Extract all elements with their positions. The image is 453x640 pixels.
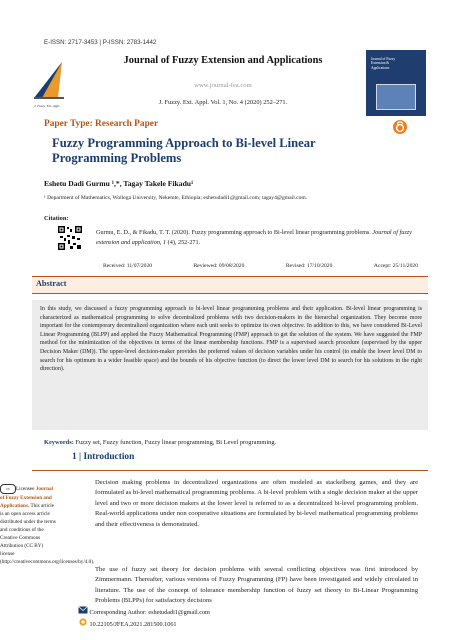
logo-caption: J. Fuzzy. Ext. Appl. bbox=[34, 104, 61, 108]
cover-graphic bbox=[376, 84, 416, 110]
journal-url[interactable]: www.journal-fea.com bbox=[194, 82, 252, 89]
cover-text: Journal of Fuzzy Extension & Applications bbox=[371, 57, 396, 70]
doi-text[interactable]: 10.22105/JFEA.2021.281500.1061 bbox=[89, 621, 177, 628]
keywords-list: Fuzzy set, Fuzzy function, Fuzzy linear programming, Bi Level programming. bbox=[73, 439, 277, 446]
abstract-header-bar bbox=[32, 276, 428, 294]
citation-line-2-post: (4), 252-271. bbox=[166, 239, 201, 246]
dates-row bbox=[103, 263, 418, 269]
citation-label: Citation: bbox=[44, 215, 69, 222]
paper-title bbox=[52, 136, 352, 166]
open-access-icon bbox=[393, 120, 407, 134]
date-accept: Accept: 25/11/2020 bbox=[373, 263, 418, 269]
citation-journal: Journal of fuzzy extension and application, 1 bbox=[96, 229, 412, 246]
date-revised: Revised: 17/10/2020 bbox=[285, 263, 333, 269]
paper-title-line-2: Programming Problems bbox=[52, 151, 182, 165]
doi-link-icon bbox=[78, 618, 88, 626]
creative-commons-icon[interactable]: cc bbox=[0, 484, 16, 494]
journal-reference: J. Fuzzy. Ext. Appl. Vol. 1, No. 4 (2020) 252–271. bbox=[158, 99, 288, 106]
journal-cover-image bbox=[366, 50, 426, 116]
citation-text bbox=[96, 228, 421, 248]
citation-line-1: Gurmu, E. D., & Fikadu, T. T. (2020). Fuzzy programming approach to Bi-level linear programming bbox=[96, 229, 345, 236]
abstract-title: Abstract bbox=[36, 279, 67, 288]
envelope-icon bbox=[78, 606, 88, 614]
license-text: This article is an open access article distributed under the terms and conditions of the Creative Commons Attribution (CC BY) license (http://creativecommons.org/licenses/by/4.0). bbox=[0, 503, 95, 565]
issn-line: E-ISSN: 2717-3453 | P-ISSN: 2783-1442 bbox=[44, 39, 157, 46]
journal-logo bbox=[32, 58, 66, 102]
qr-code-icon[interactable] bbox=[58, 226, 82, 250]
section-title-introduction: 1 | Introduction bbox=[72, 452, 135, 462]
license-licensee: Licensee bbox=[16, 486, 36, 493]
date-received: Received: 11/07/2020 bbox=[103, 263, 153, 269]
corresponding-author bbox=[78, 606, 210, 616]
license-journal: Journal of Fuzzy Extension and Applications. bbox=[0, 486, 54, 509]
paper-title-line-1: Fuzzy Programming Approach to Bi-level Linear bbox=[52, 136, 316, 150]
citation-line-2-pre: problems. bbox=[346, 229, 373, 236]
intro-paragraph-2: The use of fuzzy set theory for decision problems with several conflicting objectives was first introduced by Zimmermann. Thereafter, various versions of Fuzzy Programming (FP) have been investigated and widely circulated in literature. The use of the concept of tolerance membership function of fuzzy set theory to Bi-Linear Programming Problems (BLPPs) for satisfactory decisions bbox=[95, 566, 418, 605]
doi-line bbox=[78, 618, 177, 628]
date-reviewed: Reviewed: 09/08/2020 bbox=[193, 263, 245, 269]
journal-title: Journal of Fuzzy Extension and Applications bbox=[123, 55, 323, 66]
affiliation: ¹ Department of Mathematics, Wollega University, Nekemte, Ethiopia; eshetudadi1@gmail.com; tagay4@gmail.com. bbox=[44, 195, 308, 201]
paper-type: Paper Type: Research Paper bbox=[44, 119, 159, 129]
corresponding-author-text[interactable]: Corresponding Author: eshetudadi1@gmail.com bbox=[89, 609, 210, 616]
keywords bbox=[44, 439, 276, 446]
abstract-text: In this study, we discussed a fuzzy programming approach to bi-level linear programming problems and their application. Bi-level linear programming is characterized as mathematical programming to solve decentralized problems with two decision-makers in the hierarchal organization. They become more important for the contemporary decentralized organization where each unit seeks to optimize its own objective. In addition to this, we have considered Bi-Level Linear Programming (BLPP) and applied the Fuzzy Mathematical Programming (FMP) approach to get the solution of the system. We have suggested the FMP method for the minimization of the objectives in terms of the linear membership functions. FMP is a supervised search procedure (supervised by the upper Decision Maker (DM)). The upper-level decision-maker provides the preferred values of decision variables under his control (to enable the lower level DM to search for his optimum in a wider feasible space) and the bounds of his objective function (to direct the lower level DM to search for his solutions in the right direction). bbox=[40, 306, 422, 373]
license-sidebar bbox=[0, 484, 95, 566]
section-divider bbox=[32, 470, 428, 471]
intro-paragraph-1: Decision making problems in decentralized organizations are often modeled as stackelberg games, and they are formulated as bi-level mathematical programming problems. A bi-level problem with a single decision maker at the upper level and two or more decision makers at the lower level is referred to as a decentralized bi-level programming problem. Real-world applications under non cooperative situations are formulated by bi-level mathematical programming problems and their effectiveness is demonstrated. bbox=[95, 479, 418, 528]
keywords-label: Keywords: bbox=[44, 439, 74, 446]
authors: Eshetu Dadi Gurmu ¹,*, Tagay Takele Fikadu¹ bbox=[44, 179, 194, 188]
